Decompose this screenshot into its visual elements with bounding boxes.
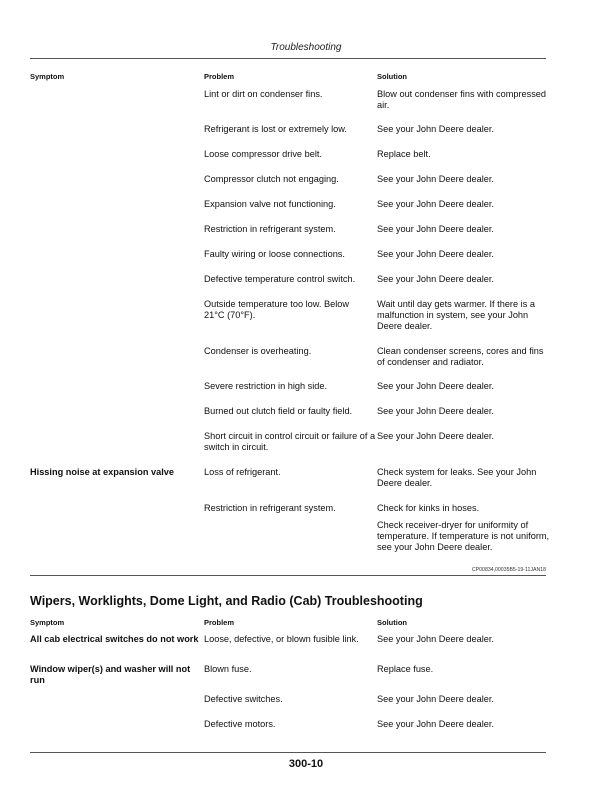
table-row-symptom: Window wiper(s) and washer will not run: [30, 664, 191, 685]
table-row-problem: Defective switches.: [204, 694, 283, 704]
table-row-problem: Expansion valve not functioning.: [204, 199, 336, 209]
table-row-symptom: Hissing noise at expansion valve: [30, 467, 174, 477]
table-row-solution: See your John Deere dealer.: [377, 249, 494, 259]
table-row-solution: See your John Deere dealer.: [377, 694, 494, 704]
section-divider-rule: [30, 575, 546, 576]
table-row-problem: Burned out clutch field or faulty field.: [204, 406, 353, 416]
table-row-solution: See your John Deere dealer.: [377, 199, 494, 209]
table-row-problem: Restriction in refrigerant system.: [204, 503, 336, 513]
table-row-problem: Outside temperature too low. Below 21°C (70°F).: [204, 299, 350, 320]
table-row-problem: Restriction in refrigerant system.: [204, 224, 336, 234]
table-row-symptom: All cab electrical switches do not work: [30, 634, 199, 644]
table-row-solution: See your John Deere dealer.: [377, 634, 494, 644]
table-row-solution: Check receiver-dryer for uniformity of temperature. If temperature is not uniform, see your John Deere dealer.: [377, 520, 550, 552]
table-row-problem: Compressor clutch not engaging.: [204, 174, 339, 184]
table-row-solution: See your John Deere dealer.: [377, 174, 494, 184]
table-row-solution: See your John Deere dealer.: [377, 431, 494, 441]
table-row-solution: See your John Deere dealer.: [377, 124, 494, 134]
table-row-problem: Faulty wiring or loose connections.: [204, 249, 345, 259]
table-row-problem: Loss of refrigerant.: [204, 467, 281, 477]
table-row-solution: Clean condenser screens, cores and fins of condenser and radiator.: [377, 346, 544, 367]
table-row-problem: Loose, defective, or blown fusible link.: [204, 634, 359, 644]
table-row-solution: Replace fuse.: [377, 664, 434, 674]
table-row-solution: Replace belt.: [377, 149, 431, 159]
column-header-problem: Problem: [204, 72, 235, 81]
table-row-problem: Defective motors.: [204, 719, 276, 729]
table-row-solution: See your John Deere dealer.: [377, 224, 494, 234]
footer-rule: [30, 752, 546, 753]
table-row-problem: Defective temperature control switch.: [204, 274, 356, 284]
table-row-solution: Check system for leaks. See your John Deere dealer.: [377, 467, 537, 488]
table-row-problem: Short circuit in control circuit or failure of a switch in circuit.: [204, 431, 376, 452]
document-reference-code: CP00834,00035B5-19-11JAN18: [471, 567, 546, 573]
page-header-title: Troubleshooting: [270, 42, 342, 53]
column-header-solution: Solution: [377, 72, 407, 81]
column-header-problem: Problem: [204, 618, 235, 627]
table-row-solution: Blow out condenser fins with compressed air.: [377, 89, 547, 110]
section-title: Wipers, Worklights, Dome Light, and Radio (Cab) Troubleshooting: [30, 594, 423, 608]
table-row-problem: Loose compressor drive belt.: [204, 149, 322, 159]
table-row-problem: Condenser is overheating.: [204, 346, 312, 356]
page-number: 300-10: [288, 758, 324, 770]
table-row-solution: Wait until day gets warmer. If there is a malfunction in system, see your John Deere dealer.: [377, 299, 535, 331]
table-row-problem: Refrigerant is lost or extremely low.: [204, 124, 347, 134]
table-row-solution: See your John Deere dealer.: [377, 406, 494, 416]
table-row-solution: See your John Deere dealer.: [377, 719, 494, 729]
table-row-problem: Severe restriction in high side.: [204, 381, 328, 391]
table-row-problem: Blown fuse.: [204, 664, 252, 674]
table-row-problem: Lint or dirt on condenser fins.: [204, 89, 323, 99]
table-row-solution: See your John Deere dealer.: [377, 274, 494, 284]
table-row-solution: Check for kinks in hoses.: [377, 503, 480, 513]
table-row-solution: See your John Deere dealer.: [377, 381, 494, 391]
column-header-symptom: Symptom: [30, 618, 65, 627]
column-header-solution: Solution: [377, 618, 407, 627]
column-header-symptom: Symptom: [30, 72, 65, 81]
header-rule: [30, 58, 546, 59]
